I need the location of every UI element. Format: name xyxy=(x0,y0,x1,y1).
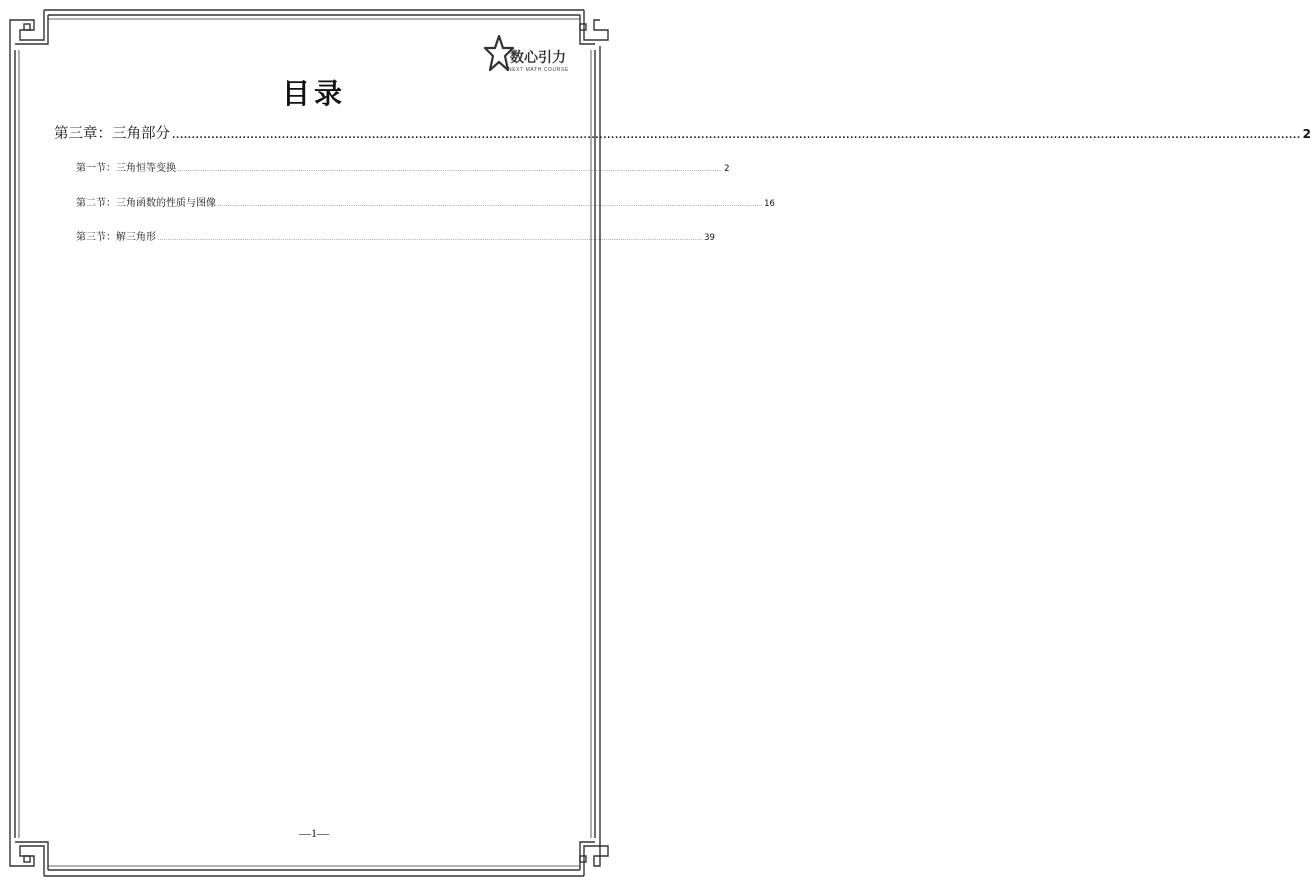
section-label: 第一节：三角恒等变换 xyxy=(76,163,176,174)
page-number: —1— xyxy=(299,826,329,840)
section-page-number: 16 xyxy=(764,199,775,209)
section-label: 第二节：三角函数的性质与图像 xyxy=(76,198,216,209)
logo-subtitle: NEXT MATH COURSE xyxy=(508,67,569,73)
chapter-page-number: 2 xyxy=(1302,127,1311,141)
chapter-label: 第三章：三角部分 xyxy=(54,126,170,142)
section-page-number: 39 xyxy=(704,233,715,243)
toc-section-entry-3[interactable] xyxy=(76,228,715,243)
page-title: 目录 xyxy=(281,77,346,110)
toc-section-entry-1[interactable] xyxy=(76,159,730,174)
section-label: 第三节：解三角形 xyxy=(76,232,156,243)
toc-chapter-entry[interactable] xyxy=(54,122,1311,143)
dot-leader: ................................................................................................................................................................................................................................................................................................ xyxy=(218,202,763,208)
dot-leader: ................................................................................................................................................................................................................................................................................................ xyxy=(172,131,1301,141)
logo-name: 数心引力 xyxy=(510,50,566,66)
dot-leader: ................................................................................................................................................................................................................................................................................................ xyxy=(158,236,703,242)
toc-section-entry-2[interactable] xyxy=(76,194,775,209)
dot-leader: ................................................................................................................................................................................................................................................................................................ xyxy=(178,167,723,173)
section-page-number: 2 xyxy=(724,164,730,174)
